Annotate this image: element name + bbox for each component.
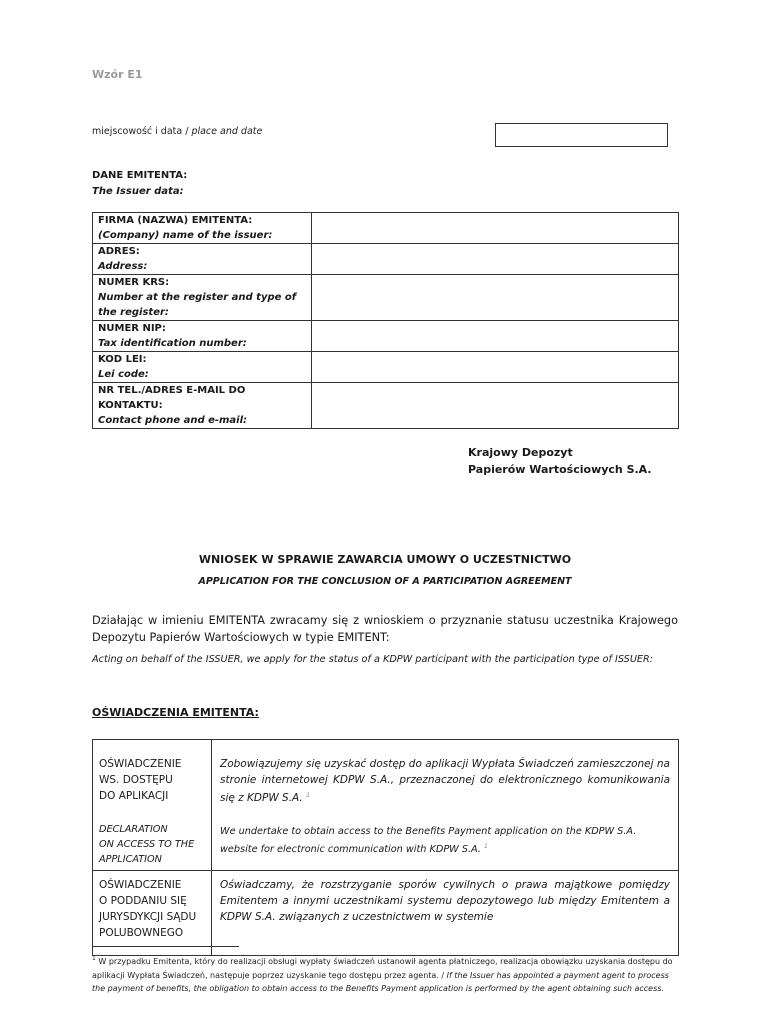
label-pl: KOD LEI: [98,354,147,365]
contact-field[interactable] [312,383,679,429]
issuer-data-table [92,212,679,429]
address-label [93,244,312,275]
table-row [93,213,679,244]
label-line: JURYSDYKCJI SĄDU [99,911,197,923]
declaration-label-pl [99,877,211,941]
label-line: POLUBOWNEGO [99,927,184,939]
label-line: DO APLIKACJI [99,790,169,802]
intro-paragraph-en: Acting on behalf of the ISSUER, we apply for the status of a KDPW participant with the participation type of ISSUER: [92,654,654,665]
declaration-text [212,871,679,956]
table-row [93,383,679,429]
recipient-address [468,444,652,478]
footnote-number: 1 [92,955,96,962]
label-pl: NUMER KRS: [98,277,170,288]
label-line: OŚWIADCZENIE [99,758,182,770]
declaration-label-pl [99,756,211,804]
label-pl: NUMER NIP: [98,323,166,334]
lei-code-field[interactable] [312,352,679,383]
label-en: Tax identification number: [98,338,247,349]
table-row [93,321,679,352]
label-pl: FIRMA (NAZWA) EMITENTA: [98,215,253,226]
document-title-en: APPLICATION FOR THE CONCLUSION OF A PARTICIPATION AGREEMENT [198,576,572,587]
declaration-text-pl [220,756,670,806]
label-line: DECLARATION [99,824,168,835]
issuer-name-field[interactable] [312,213,679,244]
issuer-data-heading [92,168,187,200]
label-en: Lei code: [98,369,149,380]
footnote-separator [92,946,239,947]
issuer-heading-en: The Issuer data: [92,186,184,197]
declaration-text [212,740,679,871]
intro-paragraph: Działając w imieniu EMITENTA zwracamy się z wnioskiem o przyznanie statusu uczestnika Krajowego Depozytu Papierów Wartościowych w typie EMITENT: [92,614,678,644]
issuer-heading-pl: DANE EMITENTA: [92,170,188,181]
issuer-name-label [93,213,312,244]
label-en: Contact phone and e-mail: [98,415,248,426]
declarations-table [92,739,679,956]
footnote-text-pl: W przypadku Emitenta, który do realizacji obsługi wypłaty świadczeń ustanowił agenta płatniczego, realizacja obowiązku uzyskania dostępu do aplikacji Wypłata Świadczeń, następuje poprzez uzyskanie tego dostępu przez agenta. / [92,957,673,980]
declaration-text-en [220,824,670,857]
label-pl: ADRES: [98,246,140,257]
label-line: APPLICATION [99,854,162,865]
footnote-text-en: If the Issuer has appointed a payment agent to process the payment of benefits, the obligation to obtain access to the Benefits Payment application is performed by the agent obtaining such access. [92,970,669,993]
label-pl: NR TEL./ADRES E-MAIL DO KONTAKTU: [98,385,246,411]
document-title: WNIOSEK W SPRAWIE ZAWARCIA UMOWY O UCZESTNICTWO [198,553,572,566]
label-line: O PODDANIU SIĘ [99,895,187,907]
footnote-ref: 1 [484,843,488,850]
form-id: Wzór E1 [92,68,143,81]
table-row [93,740,679,871]
place-date-label-pl: miejscowość i data / [92,126,192,137]
declaration-label [93,871,212,956]
recipient-line1: Krajowy Depozyt [468,446,573,459]
text-pl: Zobowiązujemy się uzyskać dostęp do aplikacji Wypłata Świadczeń zamieszczonej na stronie internetowej KDPW S.A., przeznaczonej do elektronicznego komunikowania się z KDPW S.A. [220,758,670,804]
krs-number-label [93,275,312,321]
label-en: Address: [98,261,148,272]
label-en: (Company) name of the issuer: [98,230,273,241]
nip-number-field[interactable] [312,321,679,352]
place-date-field[interactable] [495,123,668,147]
footnote-ref: 1 [306,792,310,799]
label-line: WS. DOSTĘPU [99,774,173,786]
footnote [92,952,678,996]
recipient-line2: Papierów Wartościowych S.A. [468,463,652,476]
address-field[interactable] [312,244,679,275]
table-row [93,244,679,275]
table-row [93,871,679,956]
lei-code-label [93,352,312,383]
label-en: Number at the register and type of the register: [98,292,297,318]
declarations-heading: OŚWIADCZENIA EMITENTA: [92,706,259,719]
place-date-label [92,126,262,137]
text-en: We undertake to obtain access to the Benefits Payment application on the KDPW S.A. website for electronic communication with KDPW S.A. [220,826,637,855]
declaration-label [93,740,212,871]
table-row [93,352,679,383]
table-row [93,275,679,321]
declaration-text-pl: Oświadczamy, że rozstrzyganie sporów cywilnych o prawa majątkowe pomiędzy Emitentem a innymi uczestnikami systemu depozytowego lub między Emitentem a KDPW S.A. związanych z uczestnictwem w systemie [220,879,670,923]
krs-number-field[interactable] [312,275,679,321]
nip-number-label [93,321,312,352]
place-date-label-en: place and date [191,126,263,137]
label-line: ON ACCESS TO THE [99,839,195,850]
declaration-label-en [99,822,211,870]
contact-label [93,383,312,429]
label-line: OŚWIADCZENIE [99,879,182,891]
